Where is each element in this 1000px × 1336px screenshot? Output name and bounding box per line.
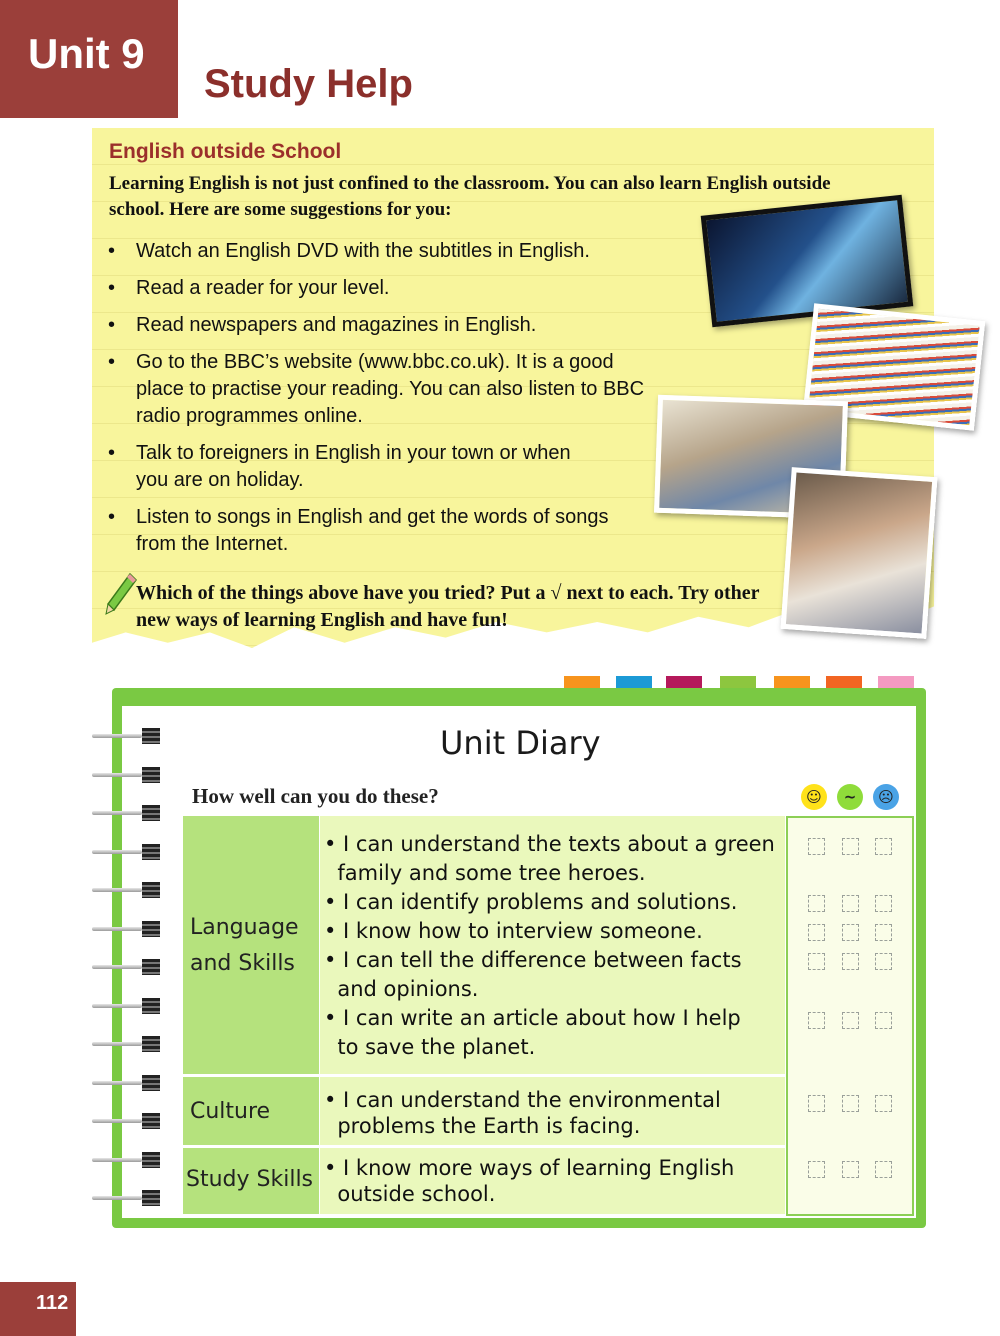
rating-checkbox[interactable] — [808, 1161, 825, 1178]
bullet-icon: • — [108, 277, 116, 299]
category-language-skills: Language — [190, 915, 299, 940]
rating-checkbox[interactable] — [808, 1095, 825, 1112]
spiral-ring — [92, 882, 168, 898]
bullet-icon: • — [108, 506, 116, 528]
category-language-skills-line2: and Skills — [190, 951, 295, 976]
diary-question: How well can you do these? — [192, 784, 439, 808]
diary-item-line: • I know how to interview someone. — [324, 919, 703, 943]
rating-checkbox[interactable] — [808, 953, 825, 970]
diary-item-line: • I know more ways of learning English — [324, 1156, 735, 1180]
diary-item-line: problems the Earth is facing. — [324, 1114, 641, 1138]
task-instruction: Which of the things above have you tried? Put a √ next to each. Try other new ways of learning English and have fun! — [136, 582, 760, 631]
diary-item-line: family and some tree heroes. — [324, 861, 646, 885]
spiral-ring — [92, 998, 168, 1014]
rating-checkbox[interactable] — [808, 1012, 825, 1029]
section-title: English outside School — [109, 140, 342, 163]
rating-checkbox[interactable] — [842, 924, 859, 941]
diary-item-line: • I can identify problems and solutions. — [324, 890, 738, 914]
list-item — [108, 312, 668, 339]
suggestion-list — [108, 238, 668, 568]
rating-checkbox[interactable] — [875, 924, 892, 941]
sad-face-icon: ☹ — [873, 784, 899, 810]
diary-item-line: outside school. — [324, 1182, 496, 1206]
spiral-ring — [92, 959, 168, 975]
bullet-icon: • — [108, 442, 116, 464]
bullet-icon: • — [108, 351, 116, 373]
happy-face-icon: ☺ — [801, 784, 827, 810]
rating-checkbox[interactable] — [842, 1095, 859, 1112]
bullet-icon: • — [108, 314, 116, 336]
spiral-ring — [92, 1113, 168, 1129]
rating-checkbox[interactable] — [842, 838, 859, 855]
pencil-icon — [104, 572, 138, 616]
spiral-ring — [92, 921, 168, 937]
diary-item-line: • I can tell the difference between facts — [324, 948, 742, 972]
category-culture: Culture — [190, 1099, 271, 1124]
diary-item-line: and opinions. — [324, 977, 479, 1001]
girl-headphones-photo — [781, 467, 938, 639]
spiral-ring — [92, 1190, 168, 1206]
list-item — [108, 504, 668, 558]
rating-checkbox[interactable] — [842, 953, 859, 970]
list-item — [108, 275, 668, 302]
spiral-ring — [92, 805, 168, 821]
spiral-ring — [92, 1075, 168, 1091]
diary-item-line: • I can write an article about how I help — [324, 1006, 741, 1030]
rating-checkbox[interactable] — [808, 924, 825, 941]
diary-item-line: • I can understand the texts about a green — [324, 832, 775, 856]
spiral-ring — [92, 1152, 168, 1168]
list-item-text: Watch an English DVD with the subtitles in English. — [136, 240, 590, 262]
list-item-text: Go to the BBC’s website (www.bbc.co.uk). It is a good place to practise your reading. You can also listen to BBC radio programmes online. — [136, 351, 645, 427]
page-number: 112 — [36, 1292, 69, 1314]
rating-checkbox[interactable] — [842, 1161, 859, 1178]
rating-checkbox[interactable] — [875, 895, 892, 912]
rating-checkbox[interactable] — [842, 1012, 859, 1029]
neutral-face-icon: ~ — [837, 784, 863, 810]
list-item-text: Read a reader for your level. — [136, 277, 390, 299]
list-item-text: Read newspapers and magazines in English. — [136, 314, 537, 336]
spiral-ring — [92, 844, 168, 860]
rating-checkbox[interactable] — [808, 838, 825, 855]
list-item — [108, 349, 668, 430]
diary-item-line: • I can understand the environmental — [324, 1088, 721, 1112]
rating-checkbox[interactable] — [842, 895, 859, 912]
bullet-icon: • — [108, 240, 116, 262]
unit-label: Unit 9 — [28, 30, 145, 77]
list-item — [108, 238, 668, 265]
spiral-ring — [92, 728, 168, 744]
rating-checkbox[interactable] — [875, 1012, 892, 1029]
rating-checkbox[interactable] — [875, 953, 892, 970]
category-study-skills: Study Skills — [186, 1167, 314, 1192]
list-item-text: Talk to foreigners in English in your town or when you are on holiday. — [136, 442, 571, 491]
intro-text: Learning English is not just confined to the classroom. You can also learn English outside school. Here are some suggestions for you: — [109, 173, 831, 220]
diary-title: Unit Diary — [440, 724, 601, 762]
rating-checkbox[interactable] — [875, 838, 892, 855]
tv-remote-photo — [701, 195, 914, 328]
diary-item-line: to save the planet. — [324, 1035, 536, 1059]
rating-checkbox[interactable] — [808, 895, 825, 912]
rating-checkbox[interactable] — [875, 1095, 892, 1112]
list-item — [108, 440, 668, 494]
spiral-ring — [92, 1036, 168, 1052]
page-title: Study Help — [204, 62, 413, 106]
spiral-ring — [92, 767, 168, 783]
list-item-text: Listen to songs in English and get the words of songs from the Internet. — [136, 506, 609, 555]
rating-checkbox[interactable] — [875, 1161, 892, 1178]
